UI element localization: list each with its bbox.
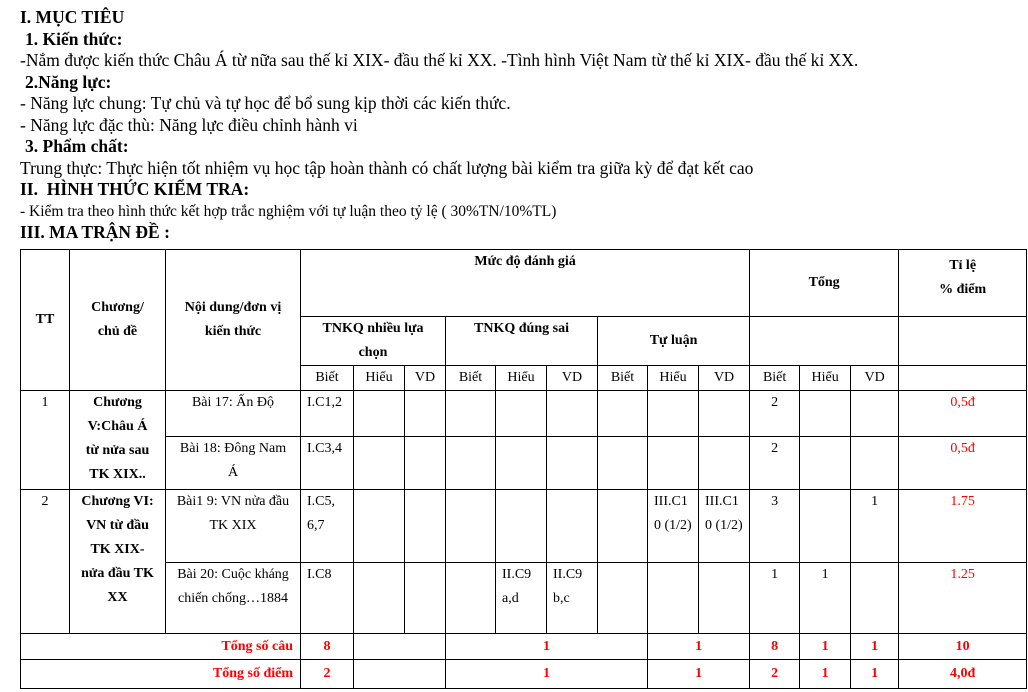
competency-general-text: - Năng lực chung: Tự chủ và tự học để bổ sung kịp thời các kiến thức. — [20, 93, 511, 113]
empty-cell — [547, 490, 598, 563]
empty-cell — [405, 490, 446, 563]
empty-cell — [851, 563, 899, 634]
table-row — [21, 437, 1027, 490]
level-apply: VD — [851, 366, 899, 391]
competency-specific-text: - Năng lực đặc thù: Năng lực điều chỉnh hành vi — [20, 114, 358, 135]
table-row — [21, 563, 1027, 634]
chapter-label: Chương VI: VN từ đầu TK XIX- nửa đầu TK XX — [81, 494, 154, 605]
total-points-know: 2 — [750, 660, 800, 689]
lesson-label: Bài 17: Ấn Độ — [191, 395, 275, 410]
total-points-apply: 1 — [851, 660, 899, 689]
lesson-label: Bài1 9: VN nửa đầu TK XIX — [176, 494, 290, 533]
level-apply: VD — [547, 366, 598, 391]
lesson-cell — [166, 563, 301, 634]
knowledge-text: -Nắm được kiến thức Châu Á từ nữa sau thế kỉ XIX- đầu thế kỉ XX. -Tình hình Việt Nam từ thế kỉ XIX- đầu thế kỉ XX. — [20, 50, 859, 70]
total-questions-label: Tổng số câu — [21, 634, 301, 660]
header-row — [21, 250, 1027, 317]
level-understand: Hiểu — [354, 366, 405, 391]
test-matrix-table — [20, 249, 1027, 689]
header-content — [166, 250, 301, 391]
total-know-cell: 3 — [750, 490, 800, 563]
level-understand: Hiểu — [800, 366, 851, 391]
empty-cell — [648, 437, 699, 490]
mc-know-cell: I.C5, 6,7 — [301, 490, 354, 563]
level-apply: VD — [699, 366, 750, 391]
test-form-title: II. HÌNH THỨC KIỂM TRA: — [20, 179, 250, 199]
header-total: Tổng — [750, 250, 899, 317]
total-know-cell: 1 — [750, 563, 800, 634]
total-understand-cell: 1 — [800, 563, 851, 634]
lesson-label: Bài 20: Cuộc kháng chiến chống…1884 — [177, 567, 289, 606]
empty-cell — [354, 660, 446, 689]
total-know-cell: 2 — [750, 437, 800, 490]
empty-cell — [800, 437, 851, 490]
total-questions-tf: 1 — [446, 634, 648, 660]
level-apply: VD — [405, 366, 446, 391]
empty-cell — [354, 490, 405, 563]
mc-know-cell: I.C8 — [301, 563, 354, 634]
essay-apply-cell: III.C10 (1/2) — [699, 490, 750, 563]
total-apply-cell: 1 — [851, 490, 899, 563]
lesson-cell — [166, 437, 301, 490]
total-points-tf: 1 — [446, 660, 648, 689]
header-tt: TT — [21, 250, 70, 391]
table-row — [21, 391, 1027, 437]
total-points-label: Tổng số điểm — [21, 660, 301, 689]
empty-cell — [800, 391, 851, 437]
document-intro — [20, 7, 1020, 244]
ratio-cell: 1.75 — [899, 490, 1027, 563]
essay-understand-cell: III.C10 (1/2) — [648, 490, 699, 563]
level-know: Biết — [301, 366, 354, 391]
header-ratio: Tỉ lệ % điểm — [899, 250, 1027, 317]
empty-cell — [598, 563, 648, 634]
empty-cell — [598, 437, 648, 490]
tf-understand-cell: II.C9 a,d — [496, 563, 547, 634]
quality-text: Trung thực: Thực hiện tốt nhiệm vụ học tập hoàn thành có chất lượng bài kiểm tra giữa kỳ để đạt kết cao — [20, 157, 754, 178]
level-know: Biết — [598, 366, 648, 391]
lesson-cell — [166, 391, 301, 437]
header-assessment-level: Mức độ đánh giá — [301, 250, 750, 317]
total-points-essay: 1 — [648, 660, 750, 689]
empty-cell — [547, 437, 598, 490]
empty-cell — [446, 490, 496, 563]
level-understand: Hiểu — [496, 366, 547, 391]
knowledge-heading: 1. Kiến thức: — [25, 28, 123, 49]
total-know-cell: 2 — [750, 391, 800, 437]
empty-cell — [851, 437, 899, 490]
empty-cell — [405, 437, 446, 490]
empty-cell — [496, 490, 547, 563]
total-questions-mc: 8 — [301, 634, 354, 660]
header-chapter — [70, 250, 166, 391]
empty-cell — [405, 563, 446, 634]
total-points-row — [21, 660, 1027, 689]
total-questions-ratio: 10 — [899, 634, 1027, 660]
test-form-text: - Kiểm tra theo hình thức kết hợp trắc nghiệm với tự luận theo tỷ lệ ( 30%TN/10%TL) — [20, 202, 557, 220]
total-questions-know: 8 — [750, 634, 800, 660]
ratio-cell: 0,5đ — [899, 391, 1027, 437]
empty-cell — [547, 391, 598, 437]
matrix-title: III. MA TRẬN ĐỀ : — [20, 222, 170, 242]
row-number: 2 — [21, 490, 70, 634]
empty-cell — [496, 437, 547, 490]
row-number: 1 — [21, 391, 70, 490]
header-multiple-choice-label: TNKQ nhiều lựa chọn — [322, 321, 424, 360]
empty-cell — [899, 366, 1027, 391]
empty-cell — [354, 634, 446, 660]
total-points-ratio: 4,0đ — [899, 660, 1027, 689]
total-questions-essay: 1 — [648, 634, 750, 660]
chapter-cell — [70, 490, 166, 634]
empty-cell — [446, 563, 496, 634]
level-know: Biết — [446, 366, 496, 391]
empty-cell — [598, 490, 648, 563]
empty-cell — [446, 391, 496, 437]
empty-cell — [598, 391, 648, 437]
empty-cell — [800, 490, 851, 563]
lesson-cell — [166, 490, 301, 563]
ratio-cell: 1.25 — [899, 563, 1027, 634]
empty-cell — [446, 437, 496, 490]
empty-cell — [699, 563, 750, 634]
total-points-mc: 2 — [301, 660, 354, 689]
header-multiple-choice — [301, 317, 446, 366]
empty-cell — [354, 391, 405, 437]
total-questions-row — [21, 634, 1027, 660]
total-points-understand: 1 — [800, 660, 851, 689]
total-questions-apply: 1 — [851, 634, 899, 660]
header-essay: Tự luận — [598, 317, 750, 366]
tf-apply-cell: II.C9 b,c — [547, 563, 598, 634]
header-true-false: TNKQ đúng sai — [446, 317, 598, 366]
empty-cell — [699, 391, 750, 437]
ratio-cell: 0,5đ — [899, 437, 1027, 490]
chapter-cell — [70, 391, 166, 490]
lesson-label: Bài 18: Đông Nam Á — [179, 441, 287, 480]
objectives-title: I. MỤC TIÊU — [20, 7, 125, 27]
empty-cell — [851, 391, 899, 437]
level-know: Biết — [750, 366, 800, 391]
empty-cell — [648, 391, 699, 437]
header-chapter-label: Chương/ chủ đề — [91, 300, 144, 339]
quality-heading: 3. Phẩm chất: — [25, 136, 129, 156]
competency-heading: 2.Năng lực: — [25, 71, 112, 92]
chapter-label: Chương V:Châu Á từ nửa sau TK XIX.. — [85, 395, 150, 482]
empty-cell — [405, 391, 446, 437]
mc-know-cell: I.C3,4 — [301, 437, 354, 490]
total-questions-understand: 1 — [800, 634, 851, 660]
empty-cell — [354, 437, 405, 490]
mc-know-cell: I.C1,2 — [301, 391, 354, 437]
empty-cell — [699, 437, 750, 490]
empty-cell — [648, 563, 699, 634]
level-understand: Hiểu — [648, 366, 699, 391]
empty-cell — [899, 317, 1027, 366]
empty-cell — [496, 391, 547, 437]
empty-cell — [354, 563, 405, 634]
empty-cell — [750, 317, 899, 366]
header-content-label: Nội dung/đơn vị kiến thức — [184, 300, 282, 339]
table-row — [21, 490, 1027, 563]
